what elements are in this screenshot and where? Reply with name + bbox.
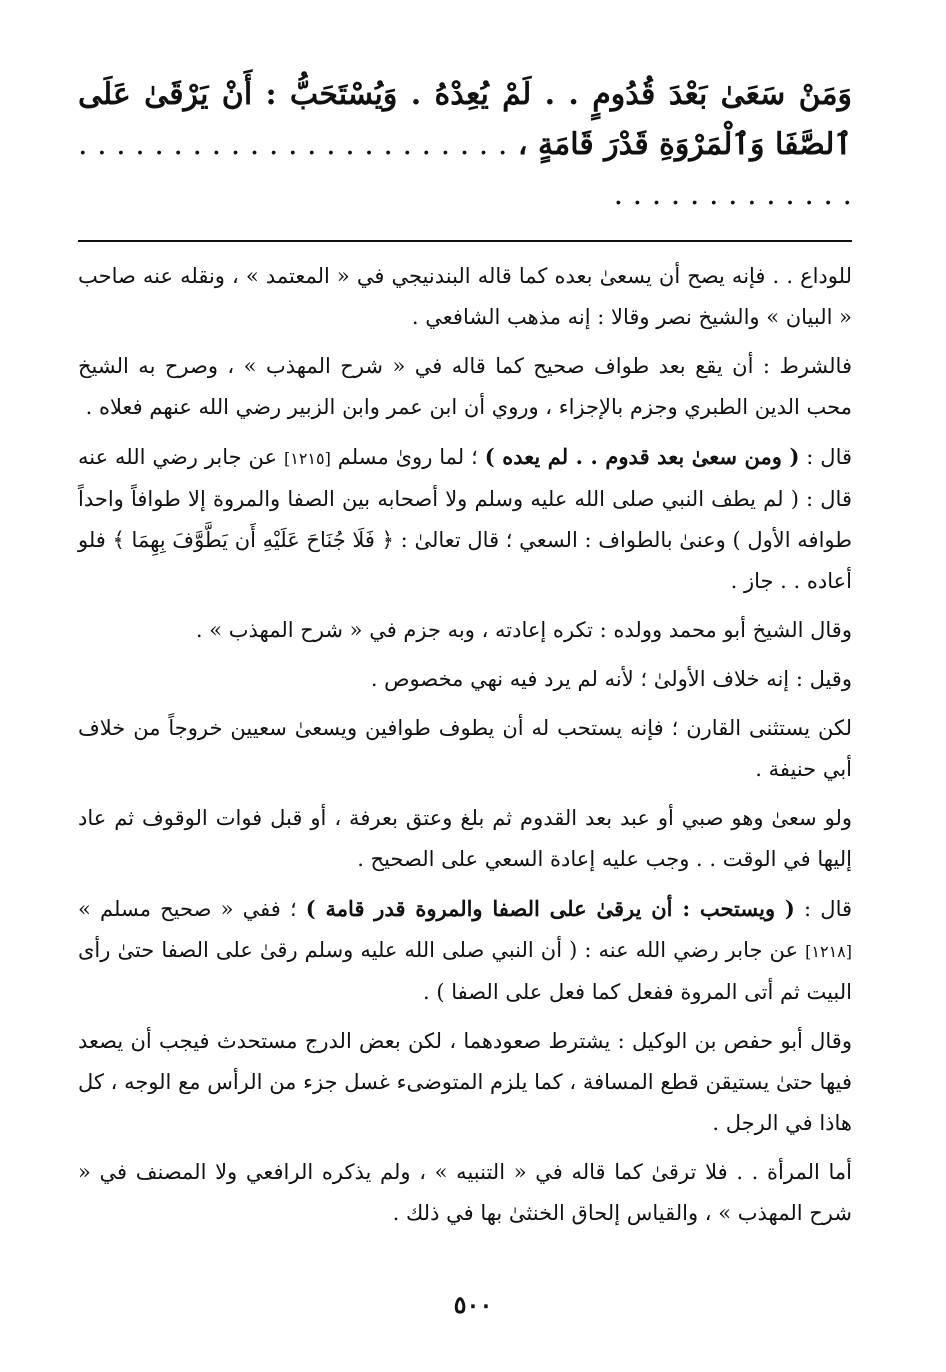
paragraph-7: ولو سعىٰ وهو صبي أو عبد بعد القدوم ثم بلغ وعتق بعرفة ، أو قبل فوات الوقوف ثم عاد إليها في الوقت . . وجب عليه إعادة السعي على الصحيح . xyxy=(78,806,852,871)
matn-line: وَمَنْ سَعَىٰ بَعْدَ قُدُومٍ . . لَمْ يُعِدْهُ . وَيُسْتَحَبُّ : أَنْ يَرْقَىٰ عَلَى ٱلصَّفَا وَٱلْمَرْوَةِ قَدْرَ قَامَةٍ ، xyxy=(78,77,852,162)
paragraph-6: لكن يستثنى القارن ؛ فإنه يستحب له أن يطوف طوافين ويسعىٰ سعيين خروجاً من خلاف أبي حنيفة . xyxy=(78,716,852,781)
paragraph-8-lead: قال : xyxy=(794,897,853,921)
paragraph-10: أما المرأة . . فلا ترقىٰ كما قاله في « التنبيه » ، ولم يذكره الرافعي ولا المصنف في « شرح المهذب » ، والقياس إلحاق الخنثىٰ بها في ذلك . xyxy=(78,1160,852,1225)
paragraph-8 xyxy=(78,888,852,1013)
separator-rule xyxy=(78,240,852,242)
paragraph-4: وقال الشيخ أبو محمد وولده : تكره إعادته ، وبه جزم في « شرح المهذب » . xyxy=(195,618,852,642)
paragraph-9: وقال أبو حفص بن الوكيل : يشترط صعودهما ، لكن بعض الدرج مستحدث فيجب أن يصعد فيها حتىٰ يستيقن قطع المسافة ، كما يلزم المتوضىء غسل جزء من الرأس مع الوجه ، كل هاذا في الرجل . xyxy=(78,1029,852,1135)
paragraph-3 xyxy=(78,436,852,602)
page-body xyxy=(78,70,852,1242)
paragraph-3-mid: ؛ لما روىٰ مسلم xyxy=(330,445,485,469)
paragraph-8-rest: عن جابر رضي الله عنه : ( أن النبي صلى الله عليه وسلم رقىٰ على الصفا حتىٰ رأى البيت ثم أتى المروة ففعل كما فعل على الصفا ) . xyxy=(78,938,852,1004)
page-number: ٥٠٠ xyxy=(453,1290,493,1319)
paragraph-5: وقيل : إنه خلاف الأولىٰ ؛ لأنه لم يرد فيه نهي مخصوص . xyxy=(370,667,852,691)
paragraph-3-lead: قال : xyxy=(799,445,853,469)
matn-text xyxy=(78,70,852,220)
paragraph-1: للوداع . . فإنه يصح أن يسعىٰ بعده كما قاله البندنيجي في « المعتمد » ، ونقله عنه صاحب « البيان » والشيخ نصر وقالا : إنه مذهب الشافعي . xyxy=(78,264,852,329)
hadith-reference: [١٢١٥] xyxy=(283,449,331,468)
matn-continuation-dots: . . . . . . . . . . . . . . . . . . . . . . . . . . . . . . . . . . . . xyxy=(78,127,852,212)
paragraph-3-rest: عن جابر رضي الله عنه قال : ( لم يطف النبي صلى الله عليه وسلم ولا أصحابه بين الصفا والمروة إلا طوافاً واحداً طوافه الأول ) وعنىٰ بالطواف : السعي ؛ قال تعالىٰ : ﴿ فَلَا جُنَاحَ عَلَيْهِ أَن يَطَّوَّفَ بِهِمَا ﴾ فلو أعاده . . جاز . xyxy=(78,445,852,593)
paragraph-2: فالشرط : أن يقع بعد طواف صحيح كما قاله في « شرح المهذب » ، وصرح به الشيخ محب الدين الطبري وجزم بالإجزاء ، وروي أن ابن عمر وابن الزبير رضي الله عنهم فعلاه . xyxy=(78,354,852,419)
paragraph-3-quoted-matn: ( ومن سعىٰ بعد قدوم . . لم يعده ) xyxy=(484,444,800,469)
hadith-reference: [١٢١٨] xyxy=(805,942,852,961)
paragraph-8-mid: ؛ ففي « صحيح مسلم » xyxy=(78,897,306,921)
paragraph-8-quoted-matn: ( ويستحب : أن يرقىٰ على الصفا والمروة قدر قامة ) xyxy=(305,896,795,921)
